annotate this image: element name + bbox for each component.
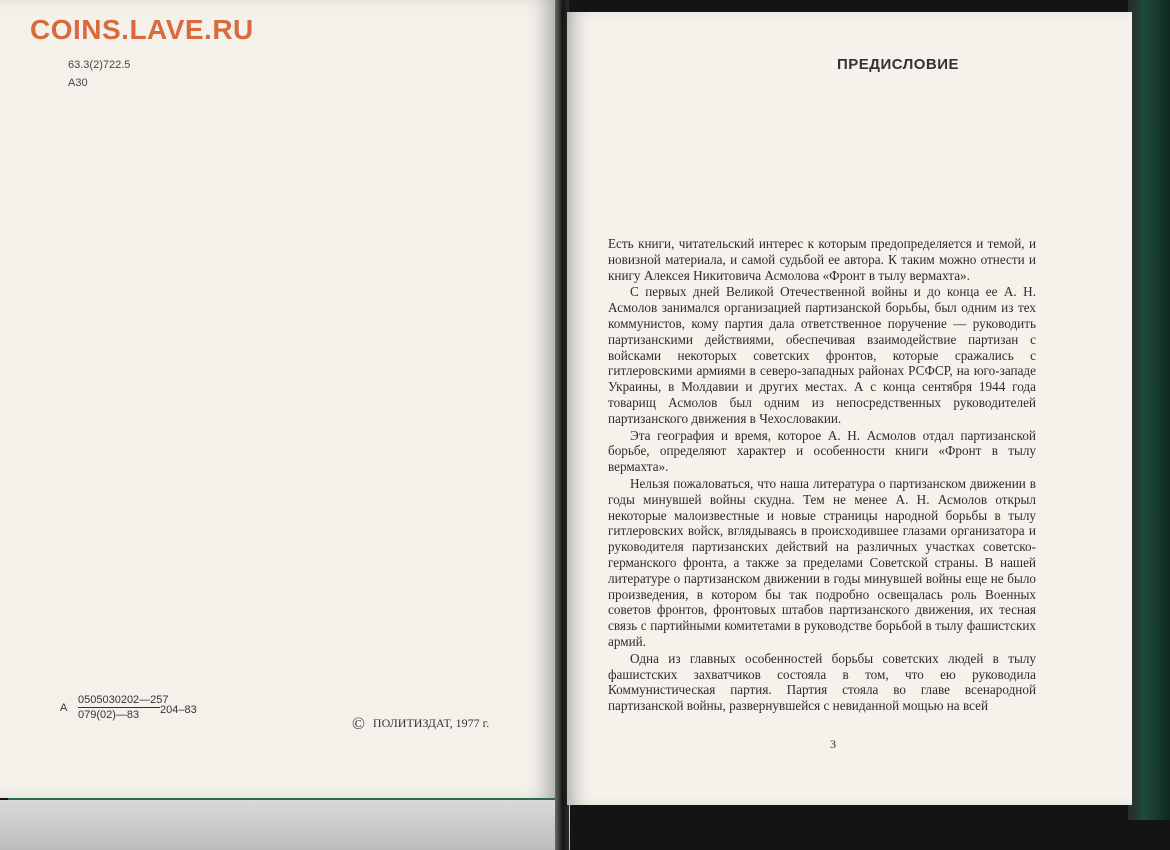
publisher-name: ПОЛИТИЗДАТ, 1977 г. bbox=[372, 716, 490, 730]
paragraph: Эта география и время, которое А. Н. Асмолов отдал партизанской борьбе, определяют характер и особенности книги «Фронт в тылу вермахта». bbox=[608, 427, 1036, 475]
page-number: 3 bbox=[830, 737, 836, 751]
scanner-background bbox=[0, 800, 570, 850]
bbk-code: 63.3(2)722.5 bbox=[68, 59, 131, 71]
index-denominator: 079(02)—83 bbox=[78, 709, 140, 721]
paragraph: Нельзя пожаловаться, что наша литература о партизанском движении в годы минувшей войны скудна. Тем не менее А. Н. Асмолов открыл некоторые малоизвестные и новые страницы народной борьбы в тылу гитлеровских войск, вглядываясь в происходившее глазами организатора и руководителя партизанских действий на различных участках советско-германского фронта, а также за пределами Советской страны. В нашей литературе о партизанском движении в годы минувшей войны еще не было произведения, в котором бы так подробно освещалась роль Военных советов фронтов, фронтовых штабов партизанского движения, их тесная связь с партийными комитетами в руководстве борьбой в тылу фашистских армий. bbox=[608, 475, 1036, 649]
preface-text bbox=[608, 236, 1036, 714]
site-watermark: COINS.LAVE.RU bbox=[30, 14, 254, 45]
left-page bbox=[0, 0, 555, 798]
index-prefix: А bbox=[60, 702, 68, 714]
paragraph: Одна из главных особенностей борьбы советских людей в тылу фашистских захватчиков состояла в том, что ею руководила Коммунистическая партия. Партия стояла во главе всенародной партизанской войны, развернувшейся с невиданной мощью на всей bbox=[608, 650, 1036, 714]
copyright-icon: © bbox=[352, 714, 365, 733]
book-cover-edge-right bbox=[1128, 0, 1170, 820]
index-fraction bbox=[78, 694, 169, 721]
author-code: А30 bbox=[68, 77, 88, 89]
index-numerator: 0505030202—257 bbox=[78, 694, 169, 706]
chapter-title: ПРЕДИСЛОВИЕ bbox=[837, 56, 960, 73]
index-suffix: 204–83 bbox=[160, 704, 197, 716]
bbk-classification bbox=[68, 56, 130, 92]
copyright-line bbox=[352, 712, 489, 732]
paragraph: Есть книги, читательский интерес к которым предопределяется и темой, и новизной материала, и самой судьбой ее автора. К таким можно отнести и книгу Алексея Никитовича Асмолова «Фронт в тылу вермахта». bbox=[608, 236, 1036, 283]
paragraph: С первых дней Великой Отечественной войны и до конца ее А. Н. Асмолов занимался организацией партизанской борьбы, был одним из тех коммунистов, кому партия дала ответственное поручение — руководить партизанскими действиями, обеспечивая взаимодействие партизан с войсками некоторых советских фронтов, которые сражались с гитлеровскими армиями в северо-западных районах РСФСР, на юго-западе Украины, в Молдавии и других местах. А с конца сентября 1944 года товарищ Асмолов был одним из непосредственных руководителей партизанского движения в Чехословакии. bbox=[608, 284, 1036, 426]
